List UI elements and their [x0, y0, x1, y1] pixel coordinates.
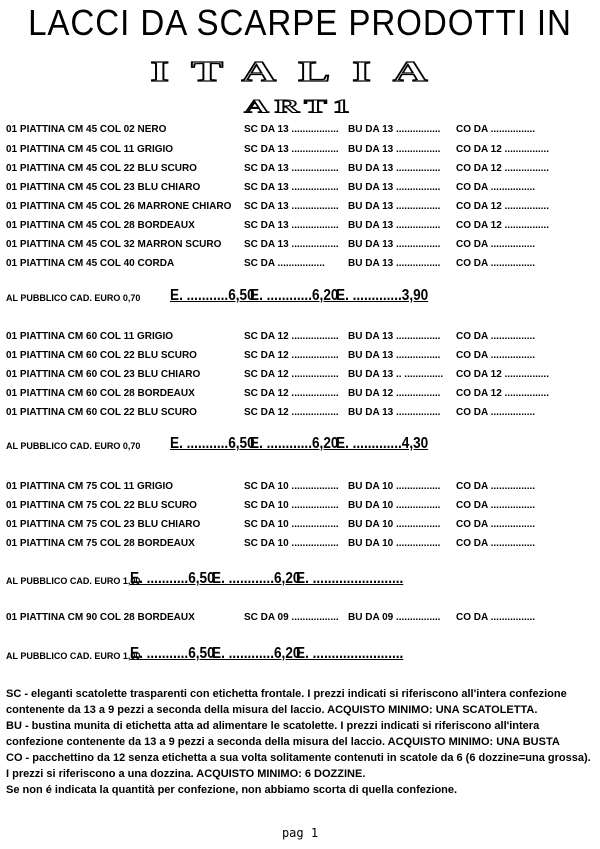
package-price: E. .............4,30	[336, 435, 429, 452]
sc-price: SC DA 10 .................	[244, 500, 339, 511]
product-description: 01 PIATTINA CM 45 COL 26 MARRONE CHIARO	[6, 201, 232, 212]
sc-price: SC DA 09 .................	[244, 612, 339, 623]
package-price: E. ............6,20	[212, 570, 301, 587]
co-price: CO DA 12 ................	[456, 220, 549, 231]
product-description: 01 PIATTINA CM 45 COL 22 BLU SCURO	[6, 163, 197, 174]
bu-price: BU DA 12 ................	[348, 388, 441, 399]
product-description: 01 PIATTINA CM 60 COL 22 BLU SCURO	[6, 407, 197, 418]
sc-price: SC DA 10 .................	[244, 538, 339, 549]
product-description: 01 PIATTINA CM 75 COL 22 BLU SCURO	[6, 500, 197, 511]
package-price: E. ........................	[296, 645, 404, 662]
public-price-label: AL PUBBLICO CAD. EURO 1,00	[6, 576, 141, 586]
product-description: 01 PIATTINA CM 75 COL 28 BORDEAUX	[6, 538, 195, 549]
co-price: CO DA ................	[456, 258, 536, 269]
country-heading: ITALIA	[150, 55, 450, 88]
bu-price: BU DA 10 ................	[348, 500, 441, 511]
package-price: E. ............6,20	[250, 287, 339, 304]
co-price: CO DA ................	[456, 481, 536, 492]
sc-price: SC DA 10 .................	[244, 481, 339, 492]
public-price-label: AL PUBBLICO CAD. EURO 0,70	[6, 293, 141, 303]
package-price: E. ............6,20	[212, 645, 301, 662]
product-description: 01 PIATTINA CM 45 COL 11 GRIGIO	[6, 144, 174, 155]
product-description: 01 PIATTINA CM 60 COL 23 BLU CHIARO	[6, 369, 201, 380]
sc-price: SC DA 13 .................	[244, 182, 339, 193]
page-number: pag 1	[281, 826, 319, 840]
package-price: E. ...........6,50	[130, 645, 215, 662]
co-price: CO DA ................	[456, 350, 536, 361]
package-price: E. .............3,90	[336, 287, 429, 304]
sc-price: SC DA 12 .................	[244, 388, 339, 399]
co-price: CO DA ................	[456, 538, 536, 549]
package-price: E. ............6,20	[250, 435, 339, 452]
product-description: 01 PIATTINA CM 45 COL 40 CORDA	[6, 258, 175, 269]
bu-price: BU DA 13 ................	[348, 182, 441, 193]
sc-price: SC DA 12 .................	[244, 331, 339, 342]
product-description: 01 PIATTINA CM 60 COL 28 BORDEAUX	[6, 388, 195, 399]
package-price: E. ...........6,50	[170, 435, 255, 452]
co-price: CO DA ................	[456, 124, 536, 135]
bu-price: BU DA 10 ................	[348, 519, 441, 530]
package-price: E. ...........6,50	[170, 287, 255, 304]
bu-price: BU DA 13 ................	[348, 407, 441, 418]
co-price: CO DA 12 ................	[456, 144, 549, 155]
co-price: CO DA 12 ................	[456, 201, 549, 212]
sc-price: SC DA 13 .................	[244, 201, 339, 212]
article-heading: ART1	[244, 96, 356, 117]
product-description: 01 PIATTINA CM 45 COL 28 BORDEAUX	[6, 220, 195, 231]
co-price: CO DA ................	[456, 519, 536, 530]
co-price: CO DA 12 ................	[456, 388, 549, 399]
sc-price: SC DA 13 .................	[244, 124, 339, 135]
sc-price: SC DA 12 .................	[244, 369, 339, 380]
sc-price: SC DA 13 .................	[244, 144, 339, 155]
co-price: CO DA ................	[456, 182, 536, 193]
bu-price: BU DA 13 ................	[348, 350, 441, 361]
bu-price: BU DA 13 ................	[348, 124, 441, 135]
co-price: CO DA ................	[456, 331, 536, 342]
product-description: 01 PIATTINA CM 45 COL 23 BLU CHIARO	[6, 182, 201, 193]
public-price-label: AL PUBBLICO CAD. EURO 1,00	[6, 651, 141, 661]
bu-price: BU DA 13 ................	[348, 220, 441, 231]
co-price: CO DA ................	[456, 612, 536, 623]
bu-price: BU DA 13 .. ..............	[348, 369, 444, 380]
sc-price: SC DA 13 .................	[244, 239, 339, 250]
bu-price: BU DA 10 ................	[348, 538, 441, 549]
title-heading: LACCI DA SCARPE PRODOTTI IN	[28, 2, 572, 43]
bu-price: BU DA 10 ................	[348, 481, 441, 492]
sc-price: SC DA 13 .................	[244, 220, 339, 231]
sc-price: SC DA .................	[244, 258, 325, 269]
bu-price: BU DA 13 ................	[348, 239, 441, 250]
bu-price: BU DA 13 ................	[348, 144, 441, 155]
co-price: CO DA 12 ................	[456, 369, 549, 380]
co-price: CO DA ................	[456, 407, 536, 418]
bu-price: BU DA 13 ................	[348, 258, 441, 269]
product-description: 01 PIATTINA CM 75 COL 23 BLU CHIARO	[6, 519, 201, 530]
package-price: E. ...........6,50	[130, 570, 215, 587]
product-description: 01 PIATTINA CM 45 COL 32 MARRON SCURO	[6, 239, 222, 250]
product-description: 01 PIATTINA CM 60 COL 22 BLU SCURO	[6, 350, 197, 361]
co-price: CO DA ................	[456, 239, 536, 250]
note-sc: SC - eleganti scatolette trasparenti con etichetta frontale. I prezzi indicati si riferiscono all'intera confezione contenente da 13 a 9 pezzi a seconda della misura del laccio. ACQUISTO MINIMO: UNA SCATOLETTA.	[6, 688, 567, 716]
co-price: CO DA 12 ................	[456, 163, 549, 174]
sc-price: SC DA 12 .................	[244, 407, 339, 418]
product-description: 01 PIATTINA CM 60 COL 11 GRIGIO	[6, 331, 174, 342]
sc-price: SC DA 12 .................	[244, 350, 339, 361]
sc-price: SC DA 13 .................	[244, 163, 339, 174]
note-footer: Se non é indicata la quantità per confezione, non abbiamo scorta di quella confezione.	[6, 784, 458, 796]
co-price: CO DA ................	[456, 500, 536, 511]
product-description: 01 PIATTINA CM 90 COL 28 BORDEAUX	[6, 612, 195, 623]
package-price: E. ........................	[296, 570, 404, 587]
public-price-label: AL PUBBLICO CAD. EURO 0,70	[6, 441, 141, 451]
legend-notes	[6, 686, 594, 798]
bu-price: BU DA 13 ................	[348, 201, 441, 212]
product-description: 01 PIATTINA CM 75 COL 11 GRIGIO	[6, 481, 174, 492]
bu-price: BU DA 09 ................	[348, 612, 441, 623]
note-bu: BU - bustina munita di etichetta atta ad alimentare le scatolette. I prezzi indicati si riferiscono all'intera confezione contenente da 13 a 9 pezzi a seconda della misura del laccio. ACQUISTO MINIMO: UNA BUSTA	[6, 720, 560, 748]
bu-price: BU DA 13 ................	[348, 331, 441, 342]
product-description: 01 PIATTINA CM 45 COL 02 NERO	[6, 124, 167, 135]
sc-price: SC DA 10 .................	[244, 519, 339, 530]
note-co: CO - pacchettino da 12 senza etichetta a sua volta solitamente contenuti in scatole da 6 (6 dozzine=una grossa). I prezzi si riferiscono a una dozzina. ACQUISTO MINIMO: 6 DOZZINE.	[6, 752, 591, 780]
bu-price: BU DA 13 ................	[348, 163, 441, 174]
